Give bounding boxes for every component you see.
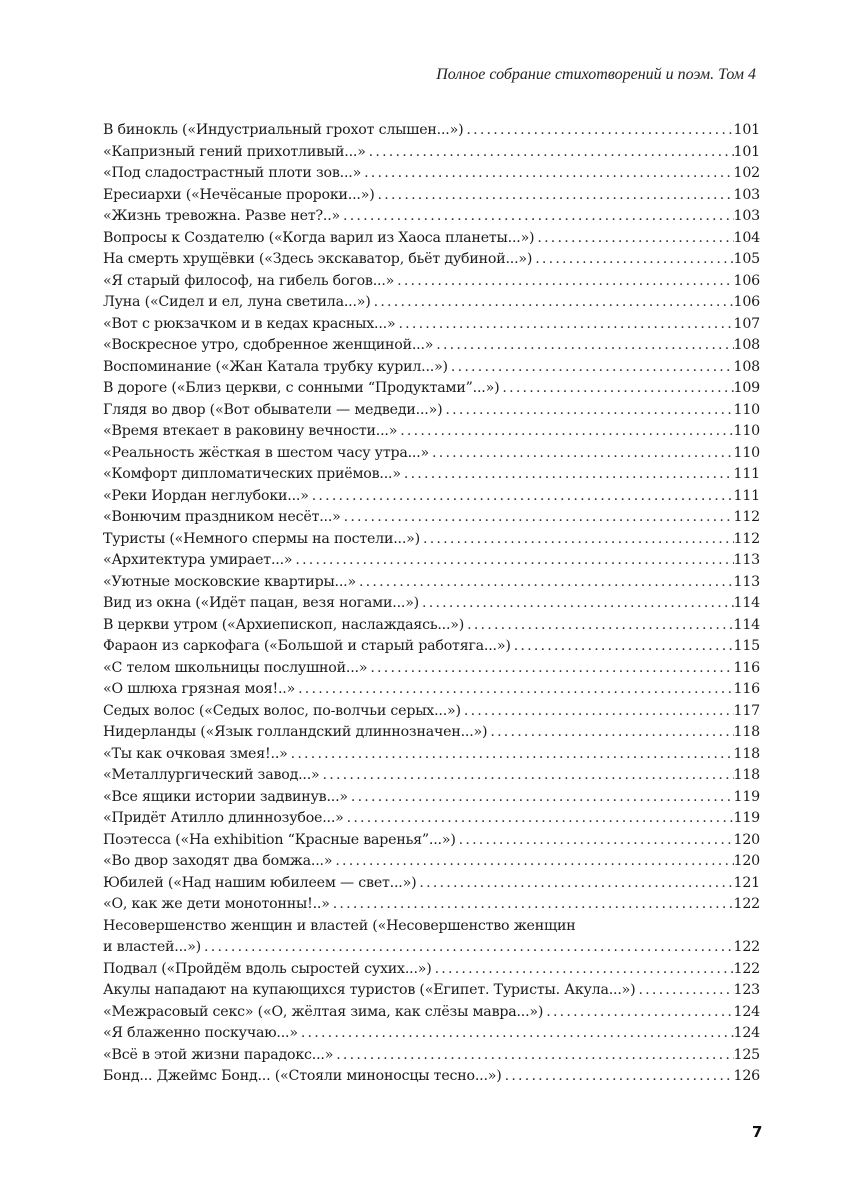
toc-entry [103,120,760,142]
dot-leader [320,765,734,787]
dot-leader [532,249,733,271]
toc-entry [103,830,760,852]
dot-leader [502,1066,734,1088]
toc-entry-page: 118 [733,767,760,783]
toc-entry-page: 110 [733,444,760,461]
toc-entry-title: Воспоминание («Жан Катала трубку курил...») [103,358,448,375]
dot-leader [298,1023,734,1045]
toc-entry-title: «Жизнь тревожна. Разве нет?..» [103,208,340,224]
toc-entry [103,163,760,185]
dot-leader [456,830,734,852]
dot-leader [333,1045,733,1067]
toc-entry-page: 116 [733,659,760,676]
toc-entry [103,443,760,465]
toc-entry [103,185,760,207]
toc-entry [103,744,760,766]
toc-entry-page: 124 [733,1003,760,1020]
toc-entry [103,314,760,336]
toc-entry-title: «С телом школьницы послушной...» [103,659,368,676]
toc-entry [103,722,760,744]
toc-entry-title: Нидерланды («Язык голландский длиннозначен...») [103,724,488,740]
toc-entry-title: «Вонючим праздником несёт...» [103,509,341,525]
toc-entry-title: В бинокль («Индустриальный грохот слышен...») [103,122,464,138]
dot-leader [395,314,733,336]
toc-entry-title: «Воскресное утро, сдобренное женщиной...» [103,337,434,353]
toc-entry-page: 121 [733,874,760,891]
dot-leader [543,1002,733,1024]
toc-entry-title: «Я блаженно поскучаю...» [103,1025,298,1041]
dot-leader [442,400,733,422]
toc-entry-page: 112 [733,509,760,525]
toc-entry-page: 122 [733,896,760,912]
toc-entry-title: Подвал («Пройдём вдоль сыростей сухих...») [103,960,432,977]
toc-entry-title: «Межрасовый секс» («О, жёлтая зима, как слёзы мавра...») [103,1003,544,1020]
dot-leader [464,615,733,637]
dot-leader [366,142,734,164]
toc-entry-title: Акулы нападают на купающихся туристов («Египет. Туристы. Акула...») [103,982,636,998]
toc-entry-page: 122 [733,939,760,955]
toc-entry-page: 110 [733,401,760,418]
toc-entry-page: 114 [733,616,760,633]
toc-entry-title: «Все ящики истории задвинув...» [103,788,348,805]
toc-entry-title: Луна («Сидел и ел, луна светила...») [103,294,371,310]
toc-entry-title: «Уютные московские квартиры...» [103,573,356,590]
dot-leader [332,851,733,873]
toc-entry [103,701,760,723]
toc-entry-page: 119 [733,788,760,805]
toc-entry-title: «О, как же дети монотонны!..» [103,896,330,912]
dot-leader [461,701,734,723]
toc-entry-title: Фараон из саркофага («Большой и старый работяга...») [103,638,511,654]
toc-entry [103,679,760,701]
dot-leader [511,636,734,658]
toc-entry-title: Туристы («Немного спермы на постели...») [103,530,420,547]
toc-entry [103,636,760,658]
toc-entry-page: 108 [733,337,760,353]
toc-entry-title: Вопросы к Создателю («Когда варил из Хаоса планеты...») [103,229,535,246]
toc-entry-title: «О шлюха грязная моя!..» [103,681,296,697]
toc-entry-page: 105 [733,251,760,267]
toc-entry-title: «Реки Иордан неглубоки...» [103,487,309,504]
toc-entry [103,572,760,594]
dot-leader [375,185,734,207]
dot-leader [341,507,734,529]
toc-entry [103,808,760,830]
toc-entry-first-line [103,916,760,938]
toc-entry-page: 103 [733,186,760,203]
toc-entry [103,615,760,637]
toc-entry-page: 101 [733,122,760,138]
toc-entry [103,658,760,680]
dot-leader [635,980,733,1002]
toc-entry-title: На смерть хрущёвки («Здесь экскаватор, бьёт дубиной...») [103,251,533,267]
toc-entry-title: «Вот с рюкзачком и в кедах красных...» [103,315,396,332]
toc-entry-title: «Капризный гений прихотливый...» [103,143,366,160]
toc-entry [103,550,760,572]
dot-leader [433,335,733,357]
toc-entry-page: 103 [733,208,760,224]
toc-entry-page: 106 [733,272,760,289]
toc-entry-title: «Время втекает в раковину вечности...» [103,423,398,439]
dot-leader [534,228,733,250]
toc-entry [103,421,760,443]
toc-entry-page: 115 [733,638,760,654]
toc-entry-title: «Во двор заходят два бомжа...» [103,853,333,869]
toc-entry-page: 114 [733,595,760,611]
table-of-contents [103,120,760,1088]
toc-entry-page: 104 [733,229,760,246]
dot-leader [288,744,734,766]
toc-entry-page: 113 [733,552,760,568]
toc-entry [103,894,760,916]
dot-leader [463,120,733,142]
toc-entry-page: 118 [733,724,760,740]
toc-entry-title: Седых волос («Седых волос, по-волчьи серых...») [103,702,461,719]
toc-entry-title: Вид из окна («Идёт пацан, везя ногами...») [103,595,420,611]
dot-leader [371,292,734,314]
dot-leader [348,787,734,809]
toc-entry [103,206,760,228]
toc-entry [103,271,760,293]
toc-entry [103,1066,760,1088]
page-number: 7 [752,1123,763,1141]
toc-entry-title: Бонд... Джеймс Бонд... («Стояли миноносцы тесно...») [103,1068,502,1084]
toc-entry [103,1045,760,1067]
dot-leader [367,658,733,680]
dot-leader [419,593,733,615]
dot-leader [340,206,734,228]
toc-entry-title: В дороге («Близ церкви, с сонными “Продуктами”...») [103,380,500,396]
toc-entry [103,937,760,959]
toc-entry [103,529,760,551]
toc-entry-page: 119 [733,810,760,826]
dot-leader [429,443,733,465]
dot-leader [401,464,734,486]
toc-entry-page: 111 [733,487,760,504]
toc-entry-title: «Архитектура умирает...» [103,552,293,568]
toc-entry [103,378,760,400]
toc-entry-title: «Реальность жёсткая в шестом часу утра...» [103,444,430,461]
toc-entry [103,980,760,1002]
toc-entry-page: 113 [733,573,760,590]
toc-entry-title: Поэтесса («На exhibition “Красные варенья”...») [103,831,456,848]
toc-entry-page: 117 [733,702,760,719]
dot-leader [448,357,734,379]
dot-leader [295,679,733,701]
toc-entry-page: 112 [733,530,760,547]
toc-entry-page: 102 [733,165,760,181]
toc-entry [103,1023,760,1045]
toc-entry-title: В церкви утром («Архиепископ, наслаждаясь...») [103,616,465,633]
toc-entry [103,851,760,873]
dot-leader [344,808,734,830]
dot-leader [394,271,733,293]
dot-leader [330,894,734,916]
toc-entry-title: «Всё в этой жизни парадокс...» [103,1046,334,1063]
toc-entry-title: Глядя во двор («Вот обыватели — медведи...») [103,401,443,418]
toc-entry-title: Ересиархи («Нечёсаные пророки...») [103,186,375,203]
dot-leader [397,421,733,443]
toc-entry [103,765,760,787]
toc-entry-page: 116 [733,681,760,697]
dot-leader [309,486,734,508]
toc-entry-page: 110 [733,423,760,439]
dot-leader [361,163,733,185]
toc-entry-title: «Придёт Атилло длиннозубое...» [103,810,344,826]
toc-entry-page: 106 [733,294,760,310]
dot-leader [432,959,734,981]
toc-entry [103,959,760,981]
dot-leader [416,873,733,895]
toc-entry [103,593,760,615]
toc-entry [103,486,760,508]
toc-entry-page: 108 [733,358,760,375]
running-head: Полное собрание стихотворений и поэм. Том 4 [436,66,756,83]
toc-entry [103,507,760,529]
dot-leader [420,529,734,551]
toc-entry-page: 109 [733,380,760,396]
toc-entry [103,249,760,271]
toc-entry-page: 101 [733,143,760,160]
toc-entry [103,787,760,809]
dot-leader [292,550,733,572]
toc-entry [103,292,760,314]
toc-entry [103,1002,760,1024]
toc-entry-page: 125 [733,1046,760,1063]
toc-entry-title: «Под сладострастный плоти зов...» [103,165,362,181]
toc-entry-title: «Металлургический завод...» [103,767,320,783]
toc-entry-title: «Я старый философ, на гибель богов...» [103,272,395,289]
dot-leader [499,378,733,400]
toc-entry [103,357,760,379]
toc-entry-title: Несовершенство женщин и властей («Несовершенство женщин [103,917,576,934]
toc-entry [103,228,760,250]
toc-entry-title: Юбилей («Над нашим юбилеем — свет...») [103,874,417,891]
toc-entry-page: 118 [733,745,760,762]
toc-entry [103,142,760,164]
toc-entry-page: 124 [733,1025,760,1041]
dot-leader [201,937,733,959]
toc-entry-page: 107 [733,315,760,332]
toc-entry [103,400,760,422]
dot-leader [356,572,734,594]
dot-leader [487,722,733,744]
toc-entry-title: «Ты как очковая змея!..» [103,745,288,762]
toc-entry-page: 111 [733,466,760,482]
toc-entry-page: 120 [733,853,760,869]
toc-entry [103,464,760,486]
toc-entry-page: 120 [733,831,760,848]
toc-entry-page: 122 [733,960,760,977]
toc-entry [103,873,760,895]
toc-entry-title: «Комфорт дипломатических приёмов...» [103,466,401,482]
toc-entry [103,335,760,357]
toc-entry-page: 123 [733,982,760,998]
toc-entry-page: 126 [733,1068,760,1084]
toc-entry-title-continuation: и властей...») [103,939,202,955]
